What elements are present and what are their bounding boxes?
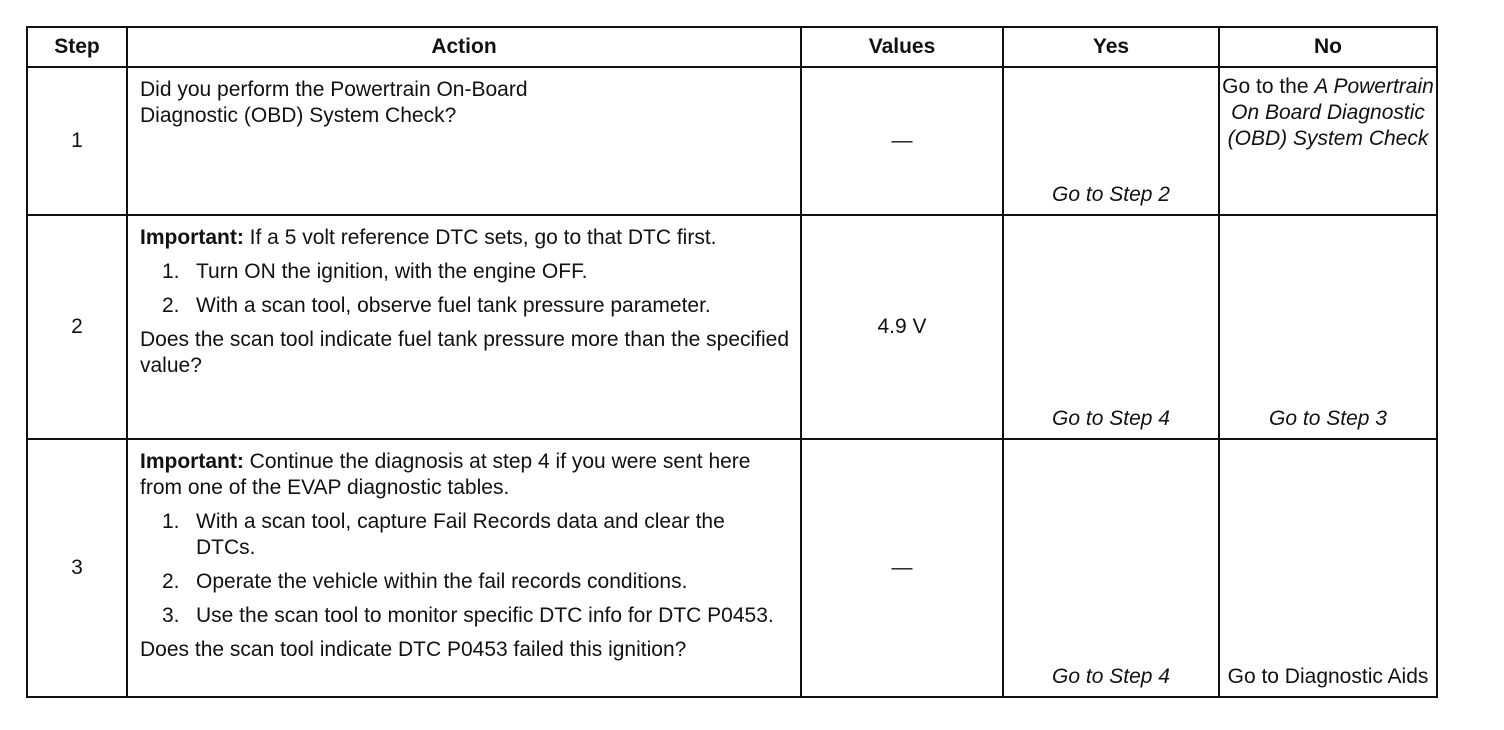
list-text: With a scan tool, observe fuel tank pressure parameter. bbox=[196, 294, 711, 317]
list-item bbox=[162, 569, 790, 595]
list-number: 1. bbox=[162, 510, 180, 533]
step-number: 1 bbox=[27, 67, 127, 215]
header-row bbox=[27, 27, 1437, 67]
yes-cell: Go to Step 4 bbox=[1003, 439, 1219, 697]
header-action: Action bbox=[127, 27, 801, 67]
list-number: 3. bbox=[162, 604, 180, 627]
value-cell: — bbox=[801, 439, 1003, 697]
action-line: Diagnostic (OBD) System Check? bbox=[140, 104, 457, 127]
header-step: Step bbox=[27, 27, 127, 67]
list-item bbox=[162, 509, 790, 561]
list-item bbox=[162, 603, 790, 629]
list-number: 2. bbox=[162, 570, 180, 593]
header-yes: Yes bbox=[1003, 27, 1219, 67]
diagnostic-table bbox=[26, 26, 1438, 698]
list-text: Turn ON the ignition, with the engine OFF. bbox=[196, 260, 588, 283]
value-cell: 4.9 V bbox=[801, 215, 1003, 439]
action-cell bbox=[127, 67, 801, 215]
action-cell bbox=[127, 439, 801, 697]
list-item bbox=[162, 293, 790, 319]
no-cell: Go to Step 3 bbox=[1219, 215, 1437, 439]
no-italic-reference: A Powertrain On Board Diagnostic (OBD) System Check bbox=[1227, 75, 1434, 150]
list-item bbox=[162, 259, 790, 285]
important-text: Continue the diagnosis at step 4 if you were sent here from one of the EVAP diagnostic tables. bbox=[140, 450, 751, 499]
yes-cell: Go to Step 2 bbox=[1003, 67, 1219, 215]
list-text: Use the scan tool to monitor specific DTC info for DTC P0453. bbox=[196, 604, 774, 627]
important-note bbox=[140, 449, 790, 501]
header-no: No bbox=[1219, 27, 1437, 67]
important-label: Important: bbox=[140, 226, 244, 249]
important-note bbox=[140, 225, 790, 251]
no-cell bbox=[1219, 67, 1437, 215]
list-text: With a scan tool, capture Fail Records data and clear the DTCs. bbox=[196, 510, 725, 559]
important-text: If a 5 volt reference DTC sets, go to that DTC first. bbox=[249, 226, 717, 249]
list-number: 2. bbox=[162, 294, 180, 317]
value-cell: — bbox=[801, 67, 1003, 215]
question-text: Does the scan tool indicate DTC P0453 failed this ignition? bbox=[140, 638, 687, 661]
action-cell bbox=[127, 215, 801, 439]
step-number: 2 bbox=[27, 215, 127, 439]
table-row bbox=[27, 67, 1437, 215]
table-row bbox=[27, 215, 1437, 439]
yes-cell: Go to Step 4 bbox=[1003, 215, 1219, 439]
important-label: Important: bbox=[140, 450, 244, 473]
list-number: 1. bbox=[162, 260, 180, 283]
step-number: 3 bbox=[27, 439, 127, 697]
no-prefix: Go to the bbox=[1222, 75, 1309, 98]
action-line: Did you perform the Powertrain On-Board bbox=[140, 78, 528, 101]
question-text: Does the scan tool indicate fuel tank pressure more than the specified value? bbox=[140, 328, 790, 377]
header-values: Values bbox=[801, 27, 1003, 67]
no-cell: Go to Diagnostic Aids bbox=[1219, 439, 1437, 697]
table-row bbox=[27, 439, 1437, 697]
list-text: Operate the vehicle within the fail records conditions. bbox=[196, 570, 688, 593]
